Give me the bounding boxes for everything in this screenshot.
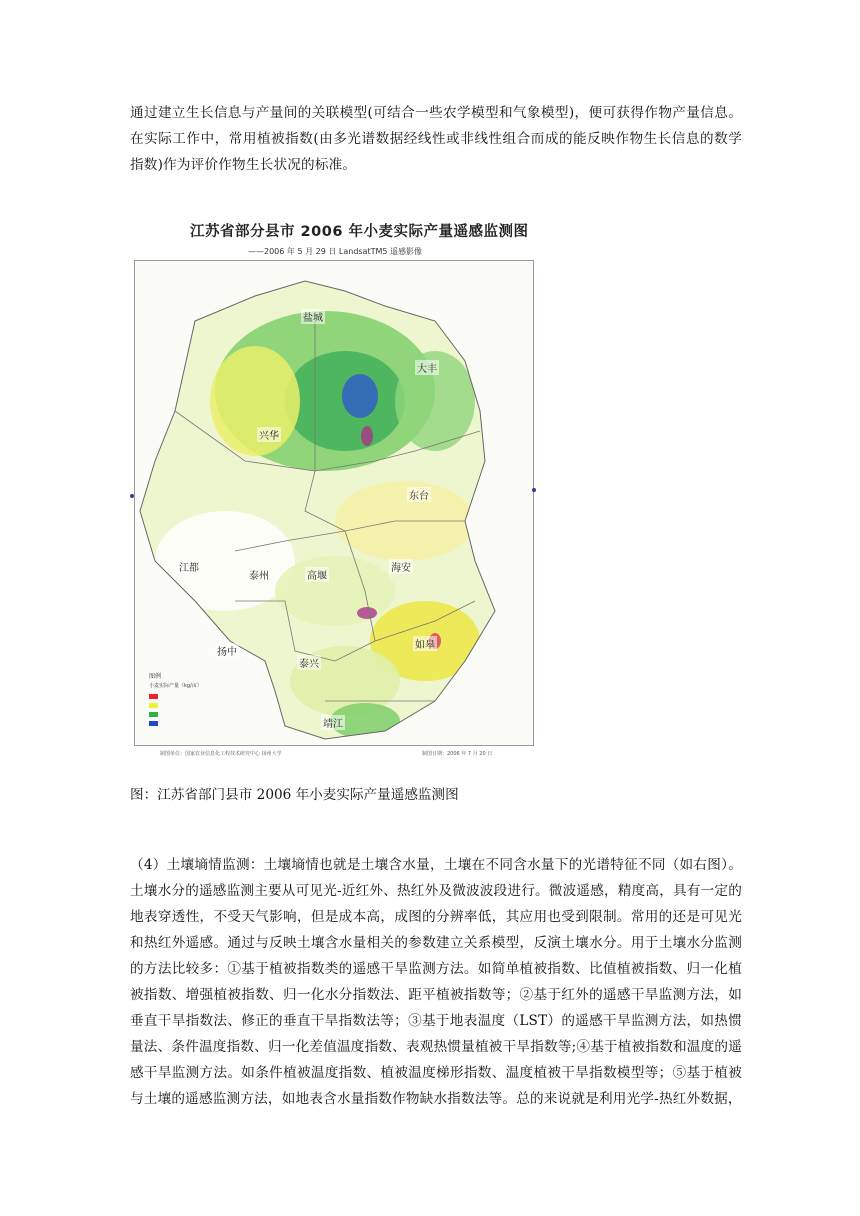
intro-paragraph: 通过建立生长信息与产量间的关联模型(可结合一些农学模型和气象模型)，便可获得作物产量信息。在实际工作中，常用植被指数(由多光谱数据经线性或非线性组合而成的能反映作物生长信息的数学指数)作为评价作物生长状况的标准。	[130, 105, 742, 173]
place-label-jiangdu: 江都	[177, 559, 201, 574]
legend-item	[149, 710, 211, 719]
figure-caption: 图：江苏省部门县市 2006 年小麦实际产量遥感监测图	[130, 787, 459, 803]
map-footer-left: 制图单位：国家农业信息化工程技术研究中心 扬州大学	[160, 751, 282, 757]
legend-swatch-green	[149, 712, 158, 717]
place-label-rugao: 如皋	[413, 636, 437, 651]
yield-map-figure	[130, 214, 535, 757]
place-label-haian: 海安	[389, 559, 413, 574]
place-label-yangzhong: 扬中	[215, 643, 239, 658]
place-label-gaogang: 高堰	[305, 567, 329, 582]
figure-subtitle: ——2006 年 5 月 29 日 LandsatTM5 遥感影像	[248, 247, 423, 256]
place-label-jingjiang: 靖江	[321, 715, 345, 730]
place-label-xinghua: 兴华	[257, 427, 281, 442]
legend-item	[149, 719, 211, 728]
soil-moisture-paragraph: （4）土壤墒情监测：土壤墒情也就是土壤含水量，土壤在不同含水量下的光谱特征不同（如右图）。土壤水分的遥感监测主要从可见光-近红外、热红外及微波波段进行。微波遥感，精度高，具有一定的地表穿透性，不受天气影响，但是成本高，成图的分辨率低，其应用也受到限制。常用的还是可见光和热红外遥感。通过与反映土壤含水量相关的参数建立关系模型，反演土壤水分。用于土壤水分监测的方法比较多：①基于植被指数类的遥感干旱监测方法。如简单植被指数、比值植被指数、归一化植被指数、增强植被指数、归一化水分指数法、距平植被指数等；②基于红外的遥感干旱监测方法，如垂直干旱指数法、修正的垂直干旱指数法等；③基于地表温度（LST）的遥感干旱监测方法，如热惯量法、条件温度指数、归一化差值温度指数、表观热惯量植被干旱指数等;④基于植被指数和温度的遥感干旱监测方法。如条件植被温度指数、植被温度梯形指数、温度植被干旱指数模型等；⑤基于植被与土壤的遥感监测方法，如地表含水量指数作物缺水指数法等。总的来说就是利用光学-热红外数据，	[130, 857, 742, 1107]
place-label-dongtai: 东台	[407, 487, 431, 502]
legend-swatch-red	[149, 694, 158, 699]
legend-item	[149, 701, 211, 710]
legend-swatch-yellow	[149, 703, 158, 708]
place-label-taixing: 泰兴	[297, 655, 321, 670]
page-margin-marker	[532, 488, 536, 492]
map-frame	[134, 260, 534, 746]
legend-subtitle: 小麦实际产量（kg/亩）	[149, 683, 202, 689]
legend-title: 图例	[149, 673, 162, 680]
legend-swatch-blue	[149, 721, 158, 726]
page-margin-marker	[130, 494, 134, 498]
figure-title: 江苏省部分县市 2006 年小麦实际产量遥感监测图	[190, 224, 529, 240]
map-footer-right: 制图日期：2006 年 7 月 20 日	[422, 751, 493, 757]
place-label-taizhou: 泰州	[247, 567, 271, 582]
place-label-dafeng: 大丰	[415, 360, 439, 375]
map-legend	[149, 671, 211, 728]
legend-item	[149, 692, 211, 701]
place-label-yancheng: 盐城	[301, 309, 325, 324]
